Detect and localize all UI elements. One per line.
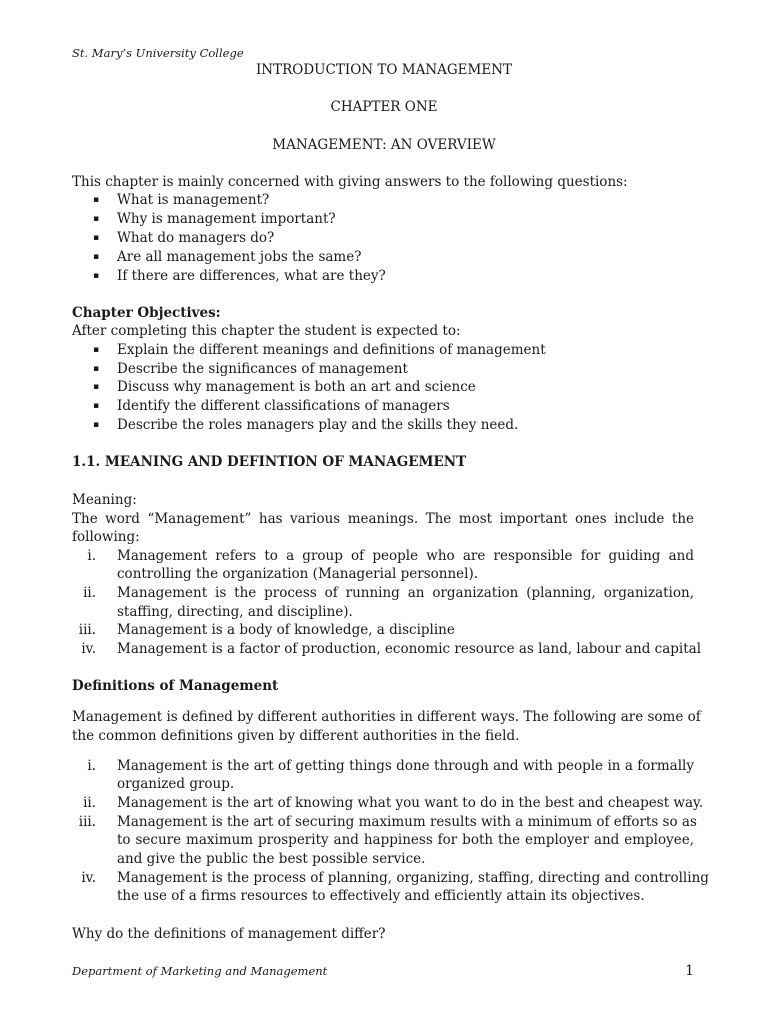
list-item: Describe the roles managers play and the skills they need. <box>117 417 519 433</box>
list-item: Management refers to a group of people who are responsible for guiding and <box>117 548 694 564</box>
definitions-intro-line: Management is defined by different authorities in different ways. The following are some of <box>72 709 701 725</box>
list-item: Discuss why management is both an art and science <box>117 379 476 395</box>
list-item: Management is a body of knowledge, a discipline <box>117 622 455 638</box>
page-number: 1 <box>685 963 694 979</box>
list-numeral: ii. <box>83 795 96 811</box>
bullet-marker: ▪ <box>93 252 100 262</box>
section-heading: 1.1. MEANING AND DEFINTION OF MANAGEMENT <box>72 454 467 470</box>
list-item: Management is the art of getting things done through and with people in a formally <box>117 758 694 774</box>
list-item: Management is the art of securing maximum results with a minimum of efforts so as <box>117 814 697 830</box>
bullet-marker: ▪ <box>93 401 100 411</box>
list-numeral: iii. <box>78 814 96 830</box>
objectives-intro: After completing this chapter the student is expected to: <box>72 323 461 339</box>
list-item-continuation: staffing, directing, and discipline). <box>117 604 353 620</box>
list-item-continuation: to secure maximum prosperity and happiness for both the employer and employee, <box>117 832 694 848</box>
list-item: Are all management jobs the same? <box>117 249 362 265</box>
list-item: Describe the significances of management <box>117 361 408 377</box>
list-item-continuation: the use of a firms resources to effectively and efficiently attain its objectives. <box>117 888 645 904</box>
intro-paragraph: This chapter is mainly concerned with giving answers to the following questions: <box>72 174 628 190</box>
chapter-number: CHAPTER ONE <box>330 99 438 115</box>
meaning-intro-line: The word “Management” has various meanings. The most important ones include the <box>72 511 694 527</box>
list-item-continuation: organized group. <box>117 776 235 792</box>
list-numeral: iv. <box>81 870 96 886</box>
list-item: What do managers do? <box>117 230 275 246</box>
list-item: Explain the different meanings and definitions of management <box>117 342 546 358</box>
list-numeral: ii. <box>83 585 96 601</box>
closing-question: Why do the definitions of management differ? <box>72 926 386 942</box>
objectives-heading: Chapter Objectives: <box>72 305 221 321</box>
chapter-title: MANAGEMENT: AN OVERVIEW <box>272 137 496 153</box>
list-numeral: i. <box>87 548 96 564</box>
meaning-intro-line: following: <box>72 529 140 545</box>
bullet-marker: ▪ <box>93 420 100 430</box>
bullet-marker: ▪ <box>93 364 100 374</box>
list-numeral: i. <box>87 758 96 774</box>
list-item: Management is the process of planning, organizing, staffing, directing and controlling <box>117 870 709 886</box>
course-title: INTRODUCTION TO MANAGEMENT <box>255 62 513 78</box>
footer-department: Department of Marketing and Management <box>72 964 328 978</box>
bullet-marker: ▪ <box>93 382 100 392</box>
list-item-continuation: and give the public the best possible service. <box>117 851 426 867</box>
list-numeral: iii. <box>78 622 96 638</box>
list-item: Identify the different classifications of managers <box>117 398 450 414</box>
list-item: Management is a factor of production, economic resource as land, labour and capital <box>117 641 702 657</box>
list-numeral: iv. <box>81 641 96 657</box>
bullet-marker: ▪ <box>93 233 100 243</box>
list-item-continuation: controlling the organization (Managerial personnel). <box>117 566 479 582</box>
definitions-intro-line: the common definitions given by different authorities in the field. <box>72 728 520 744</box>
bullet-marker: ▪ <box>93 195 100 205</box>
list-item: Management is the process of running an organization (planning, organization, <box>117 585 694 601</box>
bullet-marker: ▪ <box>93 214 100 224</box>
list-item: If there are differences, what are they? <box>117 268 386 284</box>
list-item: What is management? <box>117 192 270 208</box>
list-item: Why is management important? <box>117 211 336 227</box>
running-header: St. Mary’s University College <box>72 46 244 60</box>
list-item: Management is the art of knowing what you want to do in the best and cheapest way. <box>117 795 704 811</box>
bullet-marker: ▪ <box>93 271 100 281</box>
meaning-label: Meaning: <box>72 492 137 508</box>
definitions-heading: Definitions of Management <box>72 678 279 694</box>
bullet-marker: ▪ <box>93 345 100 355</box>
